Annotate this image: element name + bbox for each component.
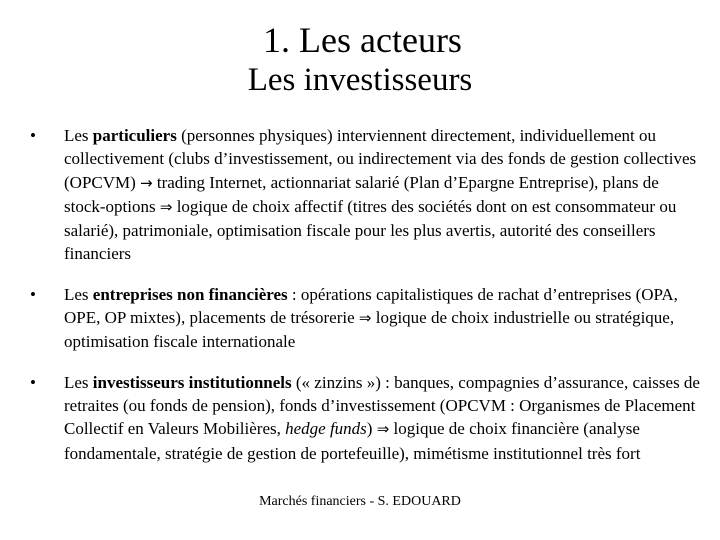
implies-arrow-icon: ⇒ — [358, 309, 372, 328]
item-text: logique de choix financière (analyse fondamentale, stratégie de gestion de portefeuille), mimétisme institutionnel très fort — [64, 419, 641, 463]
slide-title — [0, 20, 720, 100]
item-bold-term: investisseurs institutionnels — [92, 372, 292, 392]
item-prefix: Les — [64, 284, 93, 304]
item-text: (« zinzins ») : banques, compagnies d’assurance, caisses de retraites (ou fonds de pension), fonds d’investissement (OPCVM : Organismes de Placement Collectif en Valeurs Mobilières, — [64, 372, 700, 439]
item-text: ) — [366, 419, 377, 439]
arrow-icon: → — [140, 173, 153, 192]
item-text: logique de choix industrielle ou stratégique, optimisation fiscale internationale — [64, 308, 675, 352]
item-text: trading Internet, actionnariat salarié (Plan d’Epargne Entreprise), plans de stock-options — [64, 172, 659, 216]
bullet-item-institutionnels — [30, 371, 700, 465]
item-text: : opérations capitalistiques de rachat d’entreprises (OPA, OPE, OP mixtes), placements de trésorerie — [64, 284, 678, 328]
bullet-icon: • — [30, 372, 36, 392]
item-italic-term: hedge funds — [285, 419, 367, 439]
bullet-list — [30, 124, 700, 482]
implies-arrow-icon: ⇒ — [159, 197, 173, 216]
item-text: (personnes physiques) interviennent directement, individuellement ou collectivement (clubs d’investissement, ou indirectement via des fonds de gestion collectives (OPCVM) — [64, 126, 697, 192]
title-line-2: Les investisseurs — [247, 62, 473, 98]
item-prefix: Les — [64, 126, 93, 145]
bullet-item-particuliers — [30, 124, 700, 266]
item-bold-term: entreprises non financières — [92, 284, 288, 304]
bullet-icon: • — [30, 126, 36, 145]
slide-footer: Marchés financiers - S. EDOUARD — [259, 494, 461, 509]
bullet-icon: • — [30, 284, 36, 304]
item-bold-term: particuliers — [92, 126, 177, 145]
implies-arrow-icon: ⇒ — [376, 420, 390, 439]
title-line-1: 1. Les acteurs — [263, 20, 462, 60]
item-prefix: Les — [64, 372, 93, 392]
item-text: logique de choix affectif (titres des sociétés dont on est consommateur ou salarié), patrimoniale, optimisation fiscale pour les plus avertis, autorité des conseillers financiers — [64, 196, 677, 264]
bullet-item-entreprises — [30, 283, 700, 354]
